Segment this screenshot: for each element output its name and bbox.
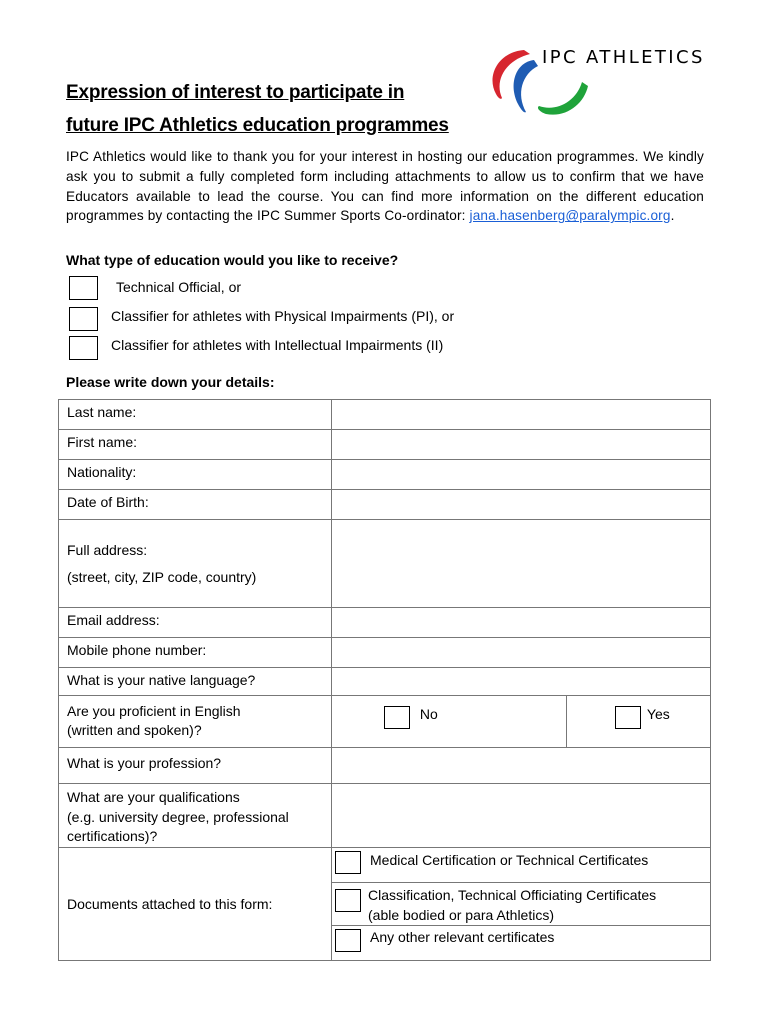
row-qualifications <box>59 784 711 848</box>
english-label-line-1: Are you proficient in English <box>67 703 241 719</box>
english-yes-label: Yes <box>646 706 670 722</box>
address-hint: (street, city, ZIP code, country) <box>67 569 257 585</box>
doc-option-2 <box>332 883 710 926</box>
row-native-language <box>59 668 711 696</box>
form-title-line-1: Expression of interest to participate in <box>66 82 405 103</box>
profession-label: What is your profession? <box>59 748 332 784</box>
doc-classification-checkbox[interactable] <box>335 889 361 912</box>
last-name-field[interactable] <box>332 400 711 430</box>
row-mobile <box>59 638 711 668</box>
row-dob <box>59 490 711 520</box>
nationality-label: Nationality: <box>59 460 332 490</box>
first-name-field[interactable] <box>332 430 711 460</box>
address-label: Full address: <box>67 542 148 558</box>
doc-option-3 <box>332 926 710 960</box>
intro-paragraph <box>66 147 704 226</box>
last-name-label: Last name: <box>59 400 332 430</box>
education-question: What type of education would you like to receive? <box>66 252 399 268</box>
native-language-field[interactable] <box>332 668 711 696</box>
row-address <box>59 520 711 608</box>
doc-other-checkbox[interactable] <box>335 929 361 952</box>
qualifications-label-line-2: (e.g. university degree, professional <box>67 808 289 825</box>
doc-medical-checkbox[interactable] <box>335 851 361 874</box>
doc-classification-label <box>368 885 656 925</box>
nationality-field[interactable] <box>332 460 711 490</box>
email-field[interactable] <box>332 608 711 638</box>
row-nationality <box>59 460 711 490</box>
form-title-line-2: future IPC Athletics education programmes <box>66 115 449 136</box>
classifier-pi-checkbox[interactable] <box>69 307 98 331</box>
details-table <box>58 399 711 961</box>
doc-option-1 <box>332 848 710 883</box>
classifier-ii-label: Classifier for athletes with Intellectual Impairments (II) <box>111 337 444 353</box>
qualifications-field[interactable] <box>332 784 711 848</box>
english-no-cell <box>332 696 567 748</box>
details-heading: Please write down your details: <box>66 374 275 390</box>
mobile-field[interactable] <box>332 638 711 668</box>
english-label-cell <box>59 696 332 748</box>
mobile-label: Mobile phone number: <box>59 638 332 668</box>
first-name-label: First name: <box>59 430 332 460</box>
documents-label: Documents attached to this form: <box>59 847 332 960</box>
english-no-checkbox[interactable] <box>384 706 410 729</box>
row-last-name <box>59 400 711 430</box>
dob-label: Date of Birth: <box>59 490 332 520</box>
email-label: Email address: <box>59 608 332 638</box>
row-documents <box>59 847 711 960</box>
ipc-athletics-logo <box>484 42 740 122</box>
address-field[interactable] <box>332 520 711 608</box>
doc-classification-line-1: Classification, Technical Officiating Certificates <box>368 886 657 903</box>
row-profession <box>59 748 711 784</box>
row-first-name <box>59 430 711 460</box>
logo-text: IPC ATHLETICS <box>542 47 705 68</box>
doc-medical-label: Medical Certification or Technical Certificates <box>370 851 649 868</box>
technical-official-label: Technical Official, or <box>116 279 242 295</box>
documents-options-cell <box>332 847 711 960</box>
coordinator-email-link[interactable]: jana.hasenberg@paralympic.org <box>469 208 671 224</box>
english-no-label: No <box>419 706 438 722</box>
doc-other-label: Any other relevant certificates <box>370 928 555 945</box>
technical-official-checkbox[interactable] <box>69 276 98 300</box>
classifier-pi-label: Classifier for athletes with Physical Impairments (PI), or <box>111 308 455 324</box>
english-label-line-2: (written and spoken)? <box>67 722 202 738</box>
qualifications-label-cell <box>59 784 332 848</box>
profession-field[interactable] <box>332 748 711 784</box>
english-yes-cell <box>567 696 711 748</box>
doc-classification-line-2: (able bodied or para Athletics) <box>368 906 554 923</box>
row-english <box>59 696 711 748</box>
classifier-ii-checkbox[interactable] <box>69 336 98 360</box>
native-language-label: What is your native language? <box>59 668 332 696</box>
qualifications-label-line-3: certifications)? <box>67 828 158 844</box>
row-email <box>59 608 711 638</box>
english-yes-checkbox[interactable] <box>615 706 641 729</box>
intro-text: IPC Athletics would like to thank you for your interest in hosting our education programmes. We kindly ask you to submit a fully completed form including attachments to allow us to confirm that we have Educators available to lead the course. You can find more information on the different education programmes by contacting the IPC Summer Sports Co-ordinator: <box>66 149 704 224</box>
address-label-cell <box>59 520 332 608</box>
dob-field[interactable] <box>332 490 711 520</box>
qualifications-label-line-1: What are your qualifications <box>67 789 240 805</box>
intro-end: . <box>670 208 675 224</box>
